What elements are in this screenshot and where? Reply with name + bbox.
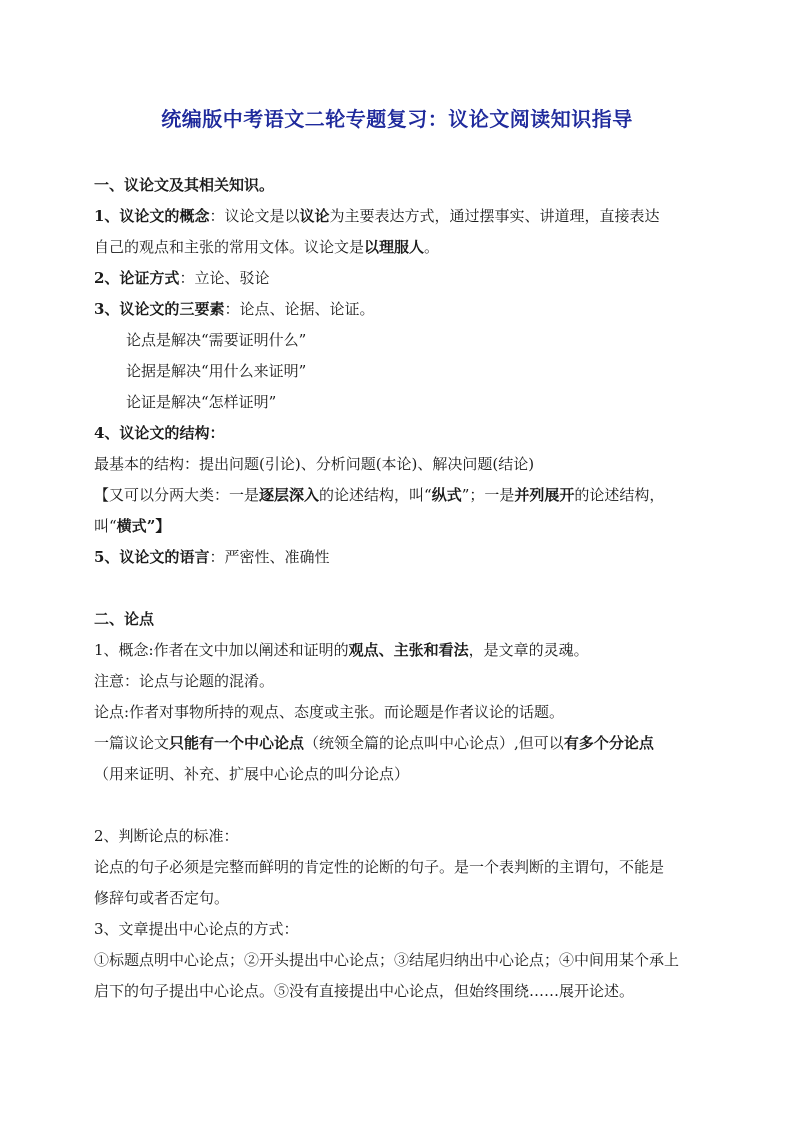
element-point: 论点是解决“需要证明什么” [126,331,307,349]
language-label: 5、议论文的语言 [94,548,210,566]
extra-bold-hengshi: 横式 [116,517,147,535]
argument-method-line [94,268,706,288]
lundian-concept-bold: 观点、主张和看法 [348,641,469,659]
structure-extra-composite [94,485,706,505]
center-point-line-1 [94,733,706,753]
concept-line2-a: 自己的观点和主张的常用文体。议论文是 [94,238,365,256]
criteria-heading: 2、判断论点的标准： [94,827,239,845]
extra-bold-zhuceng: 逐层深入 [259,486,320,504]
center-point-line-2: （用来证明、补充、扩展中心论点的叫分论点） [94,765,410,783]
criteria-text-1: 论点的句子必须是完整而鲜明的肯定性的论断的句子。是一个表判断的主谓句，不能是 [94,858,665,876]
element-argumentation: 论证是解决“怎样证明” [126,393,277,411]
page-title: 统编版中考语文二轮专题复习：议论文阅读知识指导 [161,107,633,131]
section-2-heading: 二、论点 [94,610,155,628]
structure-line [94,423,706,443]
extra-line2-c: ”】 [146,517,171,535]
structure-basic: 最基本的结构：提出问题(引论)、分析问题(本论)、解决问题(结论) [94,455,535,473]
lundian-concept-a: 1、概念:作者在文中加以阐述和证明的 [94,641,349,659]
lundian-concept [94,640,706,660]
concept-line2-c: 。 [424,238,440,256]
argument-method-text: ：立论、驳论 [179,269,270,287]
extra-text-e: ”；一是 [461,486,515,504]
extra-text-a: 【又可以分两大类：一是 [94,486,260,504]
section-1-heading: 一、议论文及其相关知识。 [94,176,275,194]
language-line [94,547,706,567]
extra-bold-zongshi: 纵式 [431,486,462,504]
concept-bold-yilun: 议论 [299,207,330,225]
concept-bold-reason: 以理服人 [364,238,425,256]
element-evidence: 论据是解决“用什么来证明” [126,362,307,380]
structure-label: 4、议论文的结构 [94,424,210,442]
ways-text-1: ①标题点明中心论点；②开头提出中心论点；③结尾归纳出中心论点；④中间用某个承上 [94,951,680,969]
extra-text-c: 的论述结构，叫“ [319,486,432,504]
extra-text-g: 的论述结构， [574,486,665,504]
extra-bold-binglie: 并列展开 [514,486,575,504]
ways-text-2: 启下的句子提出中心论点。⑤没有直接提出中心论点，但始终围绕……展开论述。 [94,982,635,1000]
argument-method-label: 2、论证方式 [94,269,180,287]
three-elements-line [94,299,706,319]
concept-text-c: 为主要表达方式，通过摆事实、讲道理，直接表达 [329,207,660,225]
structure-colon: ： [209,424,225,442]
three-elements-label: 3、议论文的三要素 [94,300,225,318]
lundian-concept-c: ，是文章的灵魂。 [468,641,589,659]
center-a: 一篇议论文 [94,734,170,752]
note-line: 注意：论点与论题的混淆。 [94,672,275,690]
extra-line2-a: 叫“ [94,517,117,535]
concept-line-2 [94,237,706,257]
center-bold-one: 只能有一个中心论点 [169,734,305,752]
structure-extra-line-2 [94,516,706,536]
concept-text-a: ：议论文是以 [209,207,300,225]
center-c: （统领全篇的论点叫中心论点）,但可以 [304,734,564,752]
ways-heading: 3、文章提出中心论点的方式： [94,920,299,938]
center-bold-many: 有多个分论点 [563,734,654,752]
concept-label: 1、议论文的概念 [94,207,210,225]
concept-line-1 [94,206,706,226]
three-elements-text: ：论点、论据、论证。 [224,300,375,318]
criteria-text-2: 修辞句或者否定句。 [94,889,230,907]
language-text: ：严密性、准确性 [209,548,330,566]
definition-line: 论点:作者对事物所持的观点、态度或主张。而论题是作者议论的话题。 [94,703,565,721]
